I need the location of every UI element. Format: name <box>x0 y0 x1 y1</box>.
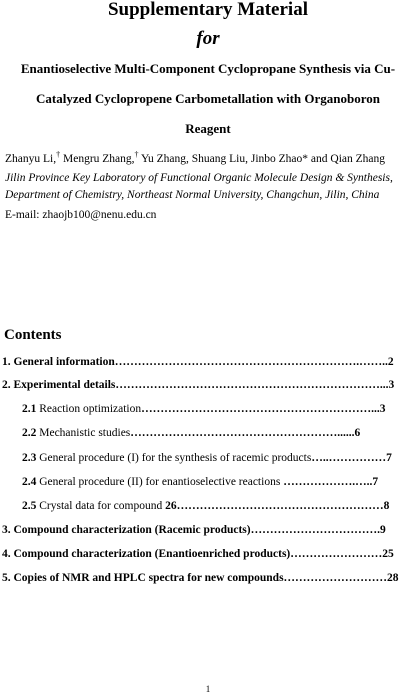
toc-page-number: 28 <box>387 572 399 584</box>
toc-entry-number: 2.1 <box>22 403 37 415</box>
toc-entry-label: Reaction optimization <box>36 403 142 415</box>
contents-heading: Contents <box>4 327 62 343</box>
toc-entry-number: 2.3 <box>22 452 37 464</box>
toc-leader-dots: ……………………… <box>283 572 388 584</box>
toc-entry-label: Crystal data for compound <box>36 500 166 512</box>
article-title-line-3: Reagent <box>185 121 231 136</box>
supplementary-title: Supplementary Material <box>107 0 308 20</box>
author-name: Mengru Zhang, <box>60 152 135 165</box>
toc-entry[interactable] <box>22 475 415 489</box>
toc-page-number: 7 <box>386 452 392 464</box>
toc-page-number: 6 <box>354 427 361 439</box>
toc-entry-number: 2.5 <box>22 500 37 512</box>
for-heading: for <box>196 28 220 49</box>
article-title-line-2: Catalyzed Cyclopropene Carbometallation with Organoboron <box>35 91 380 106</box>
toc-entry-label: 1. General information <box>2 356 115 368</box>
toc-page-number: 2 <box>387 356 394 368</box>
toc-entry-label: General procedure (I) for the synthesis of racemic products <box>36 452 312 464</box>
toc-page-number: 3 <box>379 403 386 415</box>
toc-entry[interactable] <box>2 571 415 585</box>
page-number: 1 <box>205 684 211 694</box>
author-name: Zhanyu Li, <box>5 152 57 165</box>
toc-leader-dots: ……………………………………………… <box>176 500 384 512</box>
toc-entry[interactable] <box>22 402 415 416</box>
toc-entry-label: 4. Compound characterization (Enantioenriched products) <box>2 548 291 560</box>
toc-leader-dots: ……………………………………………………….…….. <box>114 356 388 368</box>
email-line: E-mail: zhaojb100@nenu.edu.cn <box>5 209 157 221</box>
toc-entry-label: General procedure (II) for enantioselective reactions <box>36 476 284 488</box>
toc-entry[interactable] <box>22 499 415 513</box>
toc-page-number: 25 <box>382 548 394 560</box>
toc-entry[interactable] <box>2 547 415 561</box>
toc-entry-number: 2.2 <box>22 427 37 439</box>
toc-leader-dots: ……………….….. <box>283 476 373 488</box>
article-title-line-1: Enantioselective Multi-Component Cyclopropane Synthesis via Cu- <box>20 61 396 76</box>
author-list <box>5 148 413 166</box>
toc-entry[interactable] <box>22 426 415 440</box>
toc-page-number: 8 <box>383 500 390 512</box>
toc-page-number: 9 <box>379 524 386 536</box>
toc-entry[interactable] <box>2 355 415 369</box>
compound-number: 26 <box>165 500 177 512</box>
toc-leader-dots: ……………………………………………………………... <box>115 379 389 391</box>
toc-leader-dots: ……………………………. <box>250 524 380 536</box>
toc-leader-dots: ………………………………………………...... <box>130 427 355 439</box>
toc-page-number: 3 <box>388 379 395 391</box>
toc-entry-label: 5. Copies of NMR and HPLC spectra for new compounds <box>2 572 284 584</box>
dagger-mark: † <box>56 150 61 159</box>
author-names-rest: Yu Zhang, Shuang Liu, Jinbo Zhao* and Qian Zhang <box>138 152 385 165</box>
toc-entry[interactable] <box>2 378 415 392</box>
toc-entry-label: 2. Experimental details <box>2 379 116 391</box>
toc-entry-label: 3. Compound characterization (Racemic products) <box>2 524 251 536</box>
dagger-mark: † <box>134 150 139 159</box>
toc-page-number: 7 <box>372 476 379 488</box>
affiliation-line-1: Jilin Province Key Laboratory of Functional Organic Molecule Design & Synthesis, <box>5 172 393 184</box>
toc-entry-label: Mechanistic studies <box>36 427 131 439</box>
toc-leader-dots: ……………………………………………………... <box>141 403 380 415</box>
toc-entry[interactable] <box>22 451 415 465</box>
toc-entry[interactable] <box>2 523 415 537</box>
toc-entry-number: 2.4 <box>22 476 37 488</box>
affiliation-line-2: Department of Chemistry, Northeast Normal University, Changchun, Jilin, China <box>5 189 380 201</box>
toc-leader-dots: …………………… <box>290 548 383 560</box>
toc-leader-dots: …..…………… <box>311 452 387 464</box>
